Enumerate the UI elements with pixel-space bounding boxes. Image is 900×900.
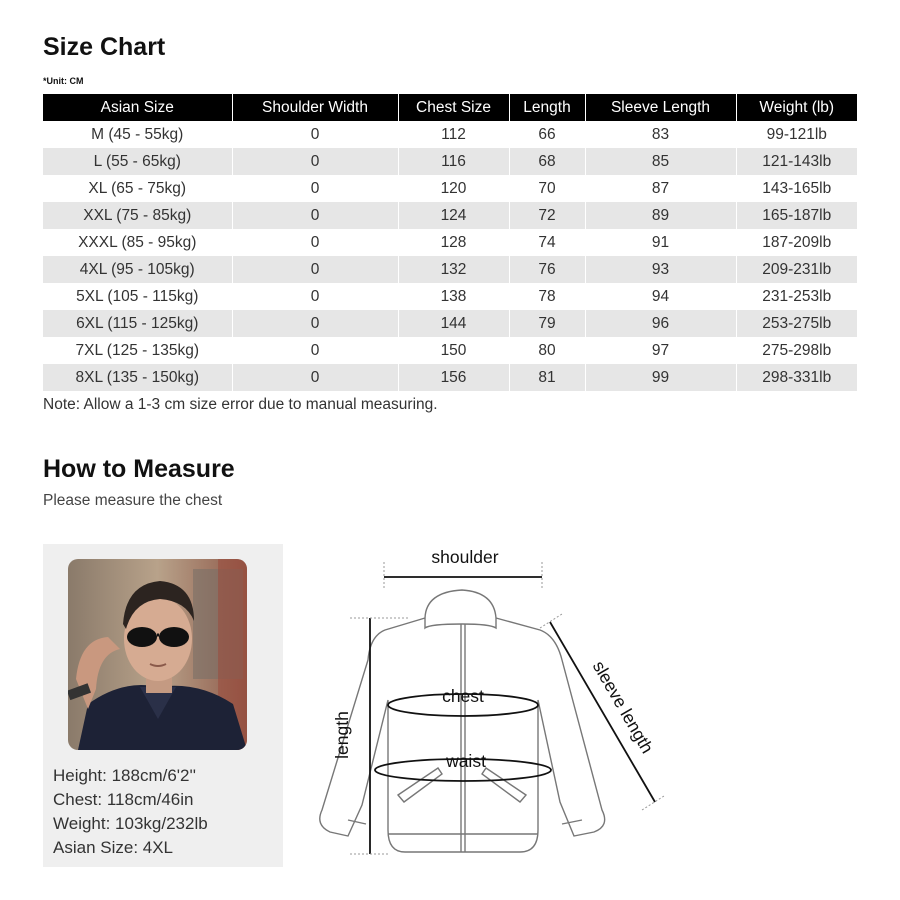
table-cell: 96 [585, 310, 736, 337]
table-cell: 0 [232, 148, 398, 175]
model-size: Asian Size: 4XL [53, 838, 174, 857]
length-measure [332, 618, 408, 854]
table-row [43, 175, 857, 202]
how-to-measure-subtitle: Please measure the chest [43, 492, 223, 509]
table-cell: 83 [585, 121, 736, 148]
unit-note: *Unit: CM [43, 76, 84, 86]
table-cell: 70 [509, 175, 585, 202]
table-cell: 0 [232, 229, 398, 256]
table-cell: 5XL (105 - 115kg) [43, 283, 232, 310]
table-cell: 0 [232, 121, 398, 148]
table-cell: 94 [585, 283, 736, 310]
table-cell: 209-231lb [736, 256, 857, 283]
size-chart-title: Size Chart [43, 33, 166, 61]
how-to-measure-title: How to Measure [43, 455, 235, 483]
model-weight: Weight: 103kg/232lb [53, 814, 208, 833]
length-label: length [332, 711, 352, 759]
shoulder-label: shoulder [431, 547, 499, 567]
table-cell: 120 [398, 175, 509, 202]
column-header: Asian Size [43, 94, 232, 121]
table-row [43, 364, 857, 391]
column-header: Weight (lb) [736, 94, 857, 121]
column-header: Chest Size [398, 94, 509, 121]
table-cell: 78 [509, 283, 585, 310]
table-cell: 0 [232, 310, 398, 337]
table-cell: 7XL (125 - 135kg) [43, 337, 232, 364]
table-cell: 0 [232, 175, 398, 202]
model-info [53, 764, 208, 860]
table-row [43, 148, 857, 175]
table-cell: XXL (75 - 85kg) [43, 202, 232, 229]
waist-label: waist [446, 751, 486, 771]
table-row [43, 283, 857, 310]
table-cell: 138 [398, 283, 509, 310]
table-cell: XXXL (85 - 95kg) [43, 229, 232, 256]
table-cell: 99-121lb [736, 121, 857, 148]
measurement-note: Note: Allow a 1-3 cm size error due to manual measuring. [43, 396, 438, 413]
table-cell: L (55 - 65kg) [43, 148, 232, 175]
table-row [43, 121, 857, 148]
table-cell: 124 [398, 202, 509, 229]
table-cell: 231-253lb [736, 283, 857, 310]
size-table [43, 94, 857, 391]
table-cell: 76 [509, 256, 585, 283]
table-cell: 4XL (95 - 105kg) [43, 256, 232, 283]
table-row [43, 229, 857, 256]
chest-measure [388, 686, 538, 716]
column-header: Shoulder Width [232, 94, 398, 121]
table-cell: 72 [509, 202, 585, 229]
sleeve-length-measure [540, 614, 664, 810]
table-cell: 0 [232, 283, 398, 310]
table-cell: 0 [232, 202, 398, 229]
table-cell: 0 [232, 364, 398, 391]
table-cell: 80 [509, 337, 585, 364]
table-cell: 116 [398, 148, 509, 175]
shoulder-measure [384, 547, 542, 588]
model-photo [68, 559, 247, 750]
table-cell: 150 [398, 337, 509, 364]
table-row [43, 202, 857, 229]
table-cell: 112 [398, 121, 509, 148]
table-row [43, 256, 857, 283]
table-cell: 253-275lb [736, 310, 857, 337]
chest-label: chest [442, 686, 484, 706]
table-cell: 66 [509, 121, 585, 148]
table-cell: 79 [509, 310, 585, 337]
table-header-row [43, 94, 857, 121]
jacket-outline [320, 590, 605, 852]
table-cell: 68 [509, 148, 585, 175]
table-cell: 275-298lb [736, 337, 857, 364]
table-cell: 156 [398, 364, 509, 391]
table-cell: 0 [232, 337, 398, 364]
table-cell: 8XL (135 - 150kg) [43, 364, 232, 391]
table-cell: XL (65 - 75kg) [43, 175, 232, 202]
table-cell: 74 [509, 229, 585, 256]
table-cell: 0 [232, 256, 398, 283]
table-cell: 91 [585, 229, 736, 256]
table-cell: 97 [585, 337, 736, 364]
sleeve-length-label: sleeve length [588, 657, 658, 757]
table-row [43, 310, 857, 337]
measurement-diagram [300, 540, 680, 870]
table-cell: 93 [585, 256, 736, 283]
table-cell: 99 [585, 364, 736, 391]
table-cell: 128 [398, 229, 509, 256]
column-header: Sleeve Length [585, 94, 736, 121]
table-cell: 85 [585, 148, 736, 175]
table-cell: M (45 - 55kg) [43, 121, 232, 148]
column-header: Length [509, 94, 585, 121]
model-chest: Chest: 118cm/46in [53, 790, 194, 809]
table-cell: 143-165lb [736, 175, 857, 202]
table-cell: 81 [509, 364, 585, 391]
table-cell: 89 [585, 202, 736, 229]
table-cell: 187-209lb [736, 229, 857, 256]
model-height: Height: 188cm/6'2'' [53, 766, 196, 785]
table-cell: 165-187lb [736, 202, 857, 229]
table-cell: 132 [398, 256, 509, 283]
table-cell: 6XL (115 - 125kg) [43, 310, 232, 337]
table-cell: 121-143lb [736, 148, 857, 175]
table-row [43, 337, 857, 364]
table-cell: 144 [398, 310, 509, 337]
waist-measure [375, 751, 551, 781]
table-cell: 298-331lb [736, 364, 857, 391]
model-card [43, 544, 283, 867]
table-cell: 87 [585, 175, 736, 202]
